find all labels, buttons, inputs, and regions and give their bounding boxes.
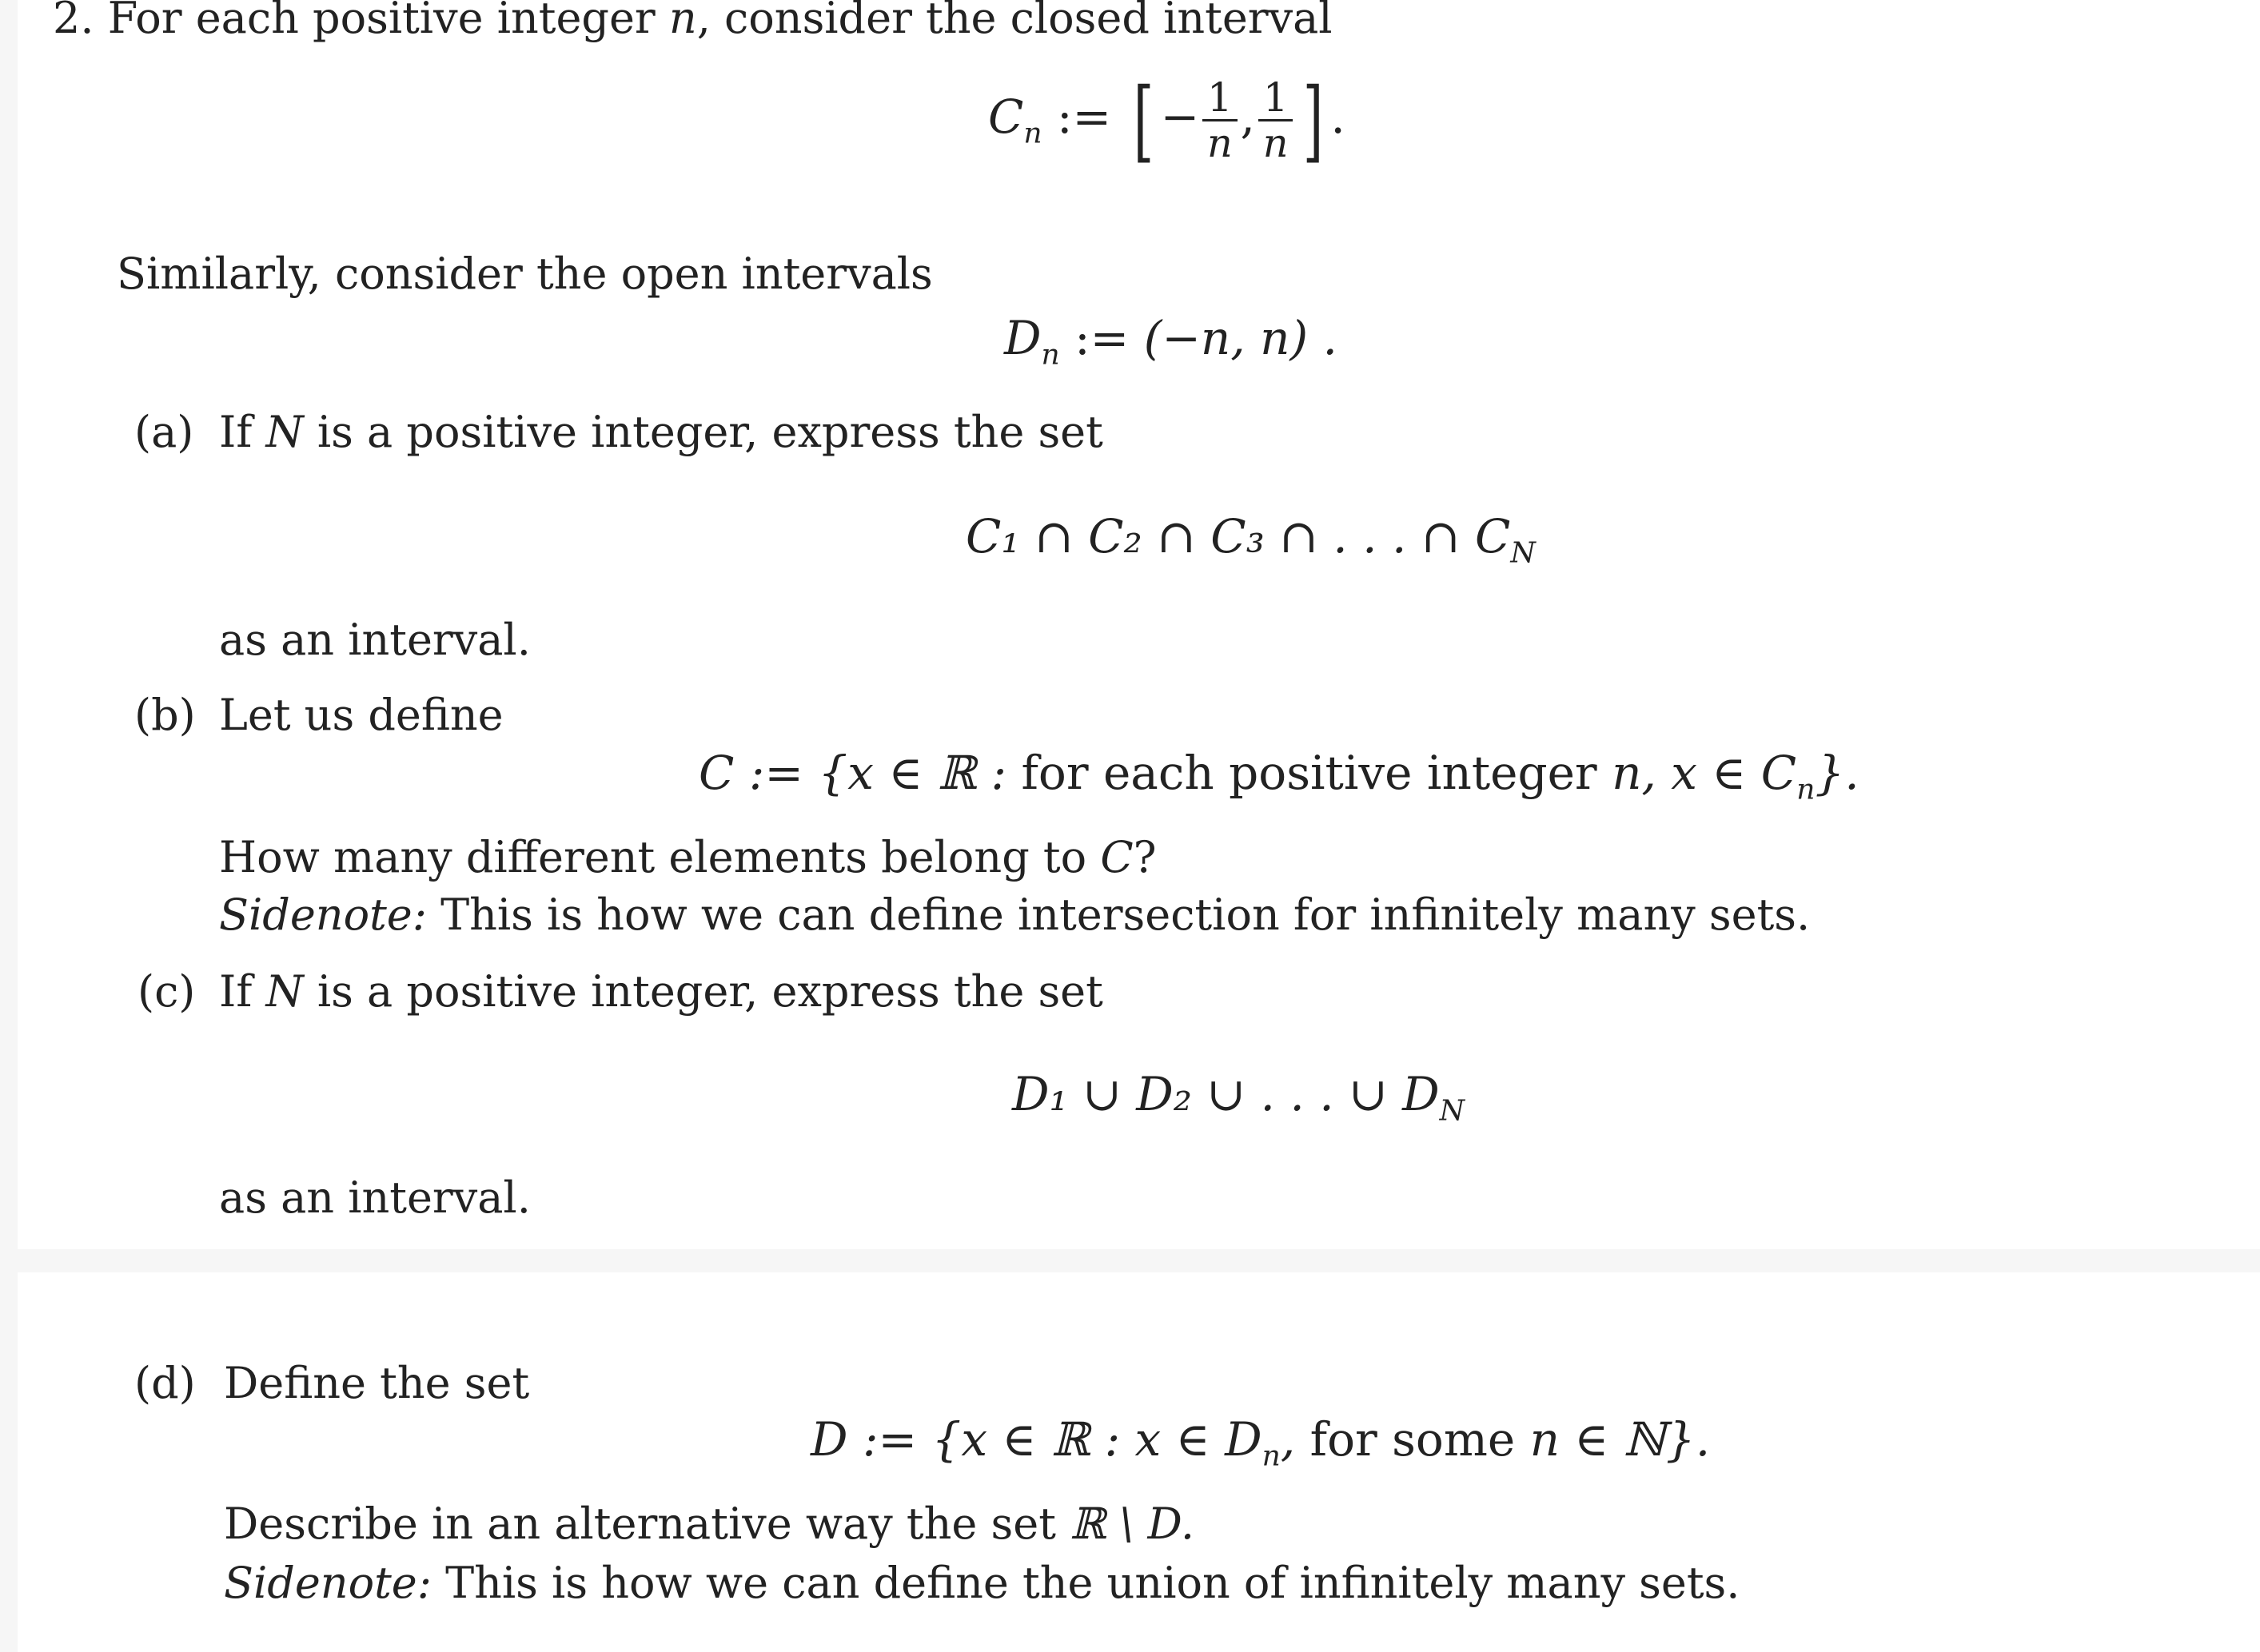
cn-minus: −: [1160, 89, 1200, 144]
fraction-right: $\frac{1}{n}$: [1258, 76, 1293, 165]
cn-period: .: [1330, 89, 1345, 144]
part-a-label: (a): [134, 407, 194, 457]
part-a-after: as an interval.: [219, 615, 531, 665]
part-d-label: (d): [134, 1358, 196, 1408]
intro-text-b: , consider the closed interval: [696, 0, 1333, 43]
dn-definition: [1004, 311, 1337, 372]
part-a-text: If N is a positive integer, express the set: [219, 407, 1103, 457]
intro-line: [53, 0, 1333, 43]
cn-definition: [988, 69, 1345, 172]
part-b-formula: C := {x ∈ ℝ : for each positive integer n, x ∈ $C_n$}.: [699, 746, 1859, 806]
similarly-text: Similarly, consider the open intervals: [117, 249, 933, 299]
part-a-formula: C₁ ∩ C₂ ∩ C₃ ∩ . . . ∩ $C_N$: [966, 509, 1536, 570]
part-b-question: How many different elements belong to C?: [219, 832, 1157, 882]
part-c-var: N: [265, 966, 304, 1017]
part-b-sidenote: Sidenote: This is how we can define intersection for infinitely many sets.: [219, 890, 1811, 940]
dn-sub: n: [1041, 338, 1060, 372]
left-bracket: [: [1133, 69, 1154, 172]
cn-sub: n: [1023, 117, 1042, 150]
part-d-text: Define the set: [224, 1358, 530, 1408]
cn-assign: :=: [1056, 89, 1112, 144]
part-c-text: If N is a positive integer, express the set: [219, 966, 1103, 1017]
dn-lhs: D: [1004, 311, 1042, 365]
part-d-describe: Describe in an alternative way the set ℝ \ D.: [224, 1499, 1194, 1549]
sidenote-label: Sidenote:: [219, 890, 427, 940]
dn-rhs: (−n, n) .: [1143, 311, 1337, 365]
cn-lhs: C: [988, 89, 1024, 144]
part-c-label: (c): [138, 966, 196, 1017]
intro-text-a: For each positive integer: [107, 0, 669, 43]
part-c-formula: D₁ ∪ D₂ ∪ . . . ∪ $D_N$: [1012, 1067, 1465, 1128]
part-b-label: (b): [134, 690, 196, 740]
dn-assign: :=: [1074, 311, 1130, 365]
fraction-left: $\frac{1}{n}$: [1202, 76, 1237, 165]
part-b-text: Let us define: [219, 690, 504, 740]
intro-var: n: [668, 0, 697, 43]
part-d-sidenote: Sidenote: This is how we can define the union of infinitely many sets.: [224, 1558, 1740, 1608]
part-d-formula: D := {x ∈ ℝ : x ∈ $D_n$, for some n ∈ ℕ}.: [811, 1412, 1711, 1473]
part-c-after: as an interval.: [219, 1172, 531, 1223]
cn-comma: ,: [1240, 89, 1255, 144]
sidenote-label-d: Sidenote:: [224, 1558, 432, 1608]
part-a-var: N: [265, 407, 304, 457]
problem-number: 2.: [53, 0, 94, 43]
right-bracket: ]: [1302, 69, 1324, 172]
